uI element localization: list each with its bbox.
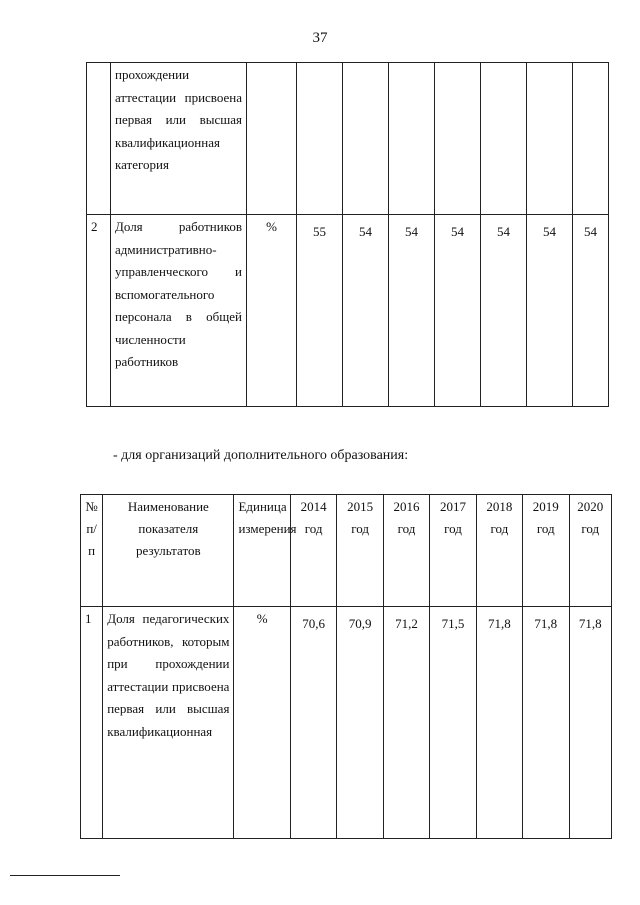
value-cell <box>573 63 609 215</box>
value-cell: 70,6 <box>290 607 336 839</box>
value-cell: 71,8 <box>523 607 569 839</box>
indicator-name: Доля работников административно-управленческого и вспомогательного персонала в общей численности работников <box>111 215 247 407</box>
unit-cell <box>247 63 297 215</box>
value-cell: 71,8 <box>569 607 612 839</box>
table-row <box>81 607 612 839</box>
page-number: 37 <box>312 30 328 46</box>
value-cell: 54 <box>389 215 435 407</box>
value-cell: 54 <box>481 215 527 407</box>
value-cell <box>343 63 389 215</box>
value-cell: 71,8 <box>476 607 522 839</box>
col-header-year: 2020 год <box>569 495 612 607</box>
table-header-row <box>81 495 612 607</box>
value-cell <box>297 63 343 215</box>
section-caption: - для организаций дополнительного образования: <box>113 448 409 463</box>
value-cell: 54 <box>527 215 573 407</box>
table-row <box>87 63 609 215</box>
col-header-name: Наименование показателя результатов <box>103 495 234 607</box>
col-header-year: 2017 год <box>430 495 476 607</box>
value-cell: 54 <box>343 215 389 407</box>
value-cell <box>389 63 435 215</box>
col-header-unit: Единица измерения <box>234 495 291 607</box>
col-header-number: № п/п <box>81 495 103 607</box>
row-number <box>87 63 111 215</box>
value-cell: 71,2 <box>383 607 429 839</box>
row-number: 1 <box>81 607 103 839</box>
indicators-table-continued <box>86 62 609 407</box>
value-cell: 54 <box>435 215 481 407</box>
indicator-name: прохождении аттестации присвоена первая или высшая квалификационная категория <box>111 63 247 215</box>
value-cell <box>435 63 481 215</box>
col-header-year: 2014 год <box>290 495 336 607</box>
unit-cell: % <box>234 607 291 839</box>
table-row <box>87 215 609 407</box>
unit-cell: % <box>247 215 297 407</box>
col-header-year: 2018 год <box>476 495 522 607</box>
row-number: 2 <box>87 215 111 407</box>
col-header-year: 2019 год <box>523 495 569 607</box>
indicators-table <box>80 494 612 839</box>
value-cell <box>481 63 527 215</box>
value-cell: 54 <box>573 215 609 407</box>
value-cell: 71,5 <box>430 607 476 839</box>
value-cell: 55 <box>297 215 343 407</box>
col-header-year: 2015 год <box>337 495 383 607</box>
indicator-name: Доля педагогических работников, которым при прохождении аттестации присвоена первая или высшая квалификационная <box>103 607 234 839</box>
value-cell <box>527 63 573 215</box>
value-cell: 70,9 <box>337 607 383 839</box>
col-header-year: 2016 год <box>383 495 429 607</box>
footnote-divider <box>10 875 120 876</box>
